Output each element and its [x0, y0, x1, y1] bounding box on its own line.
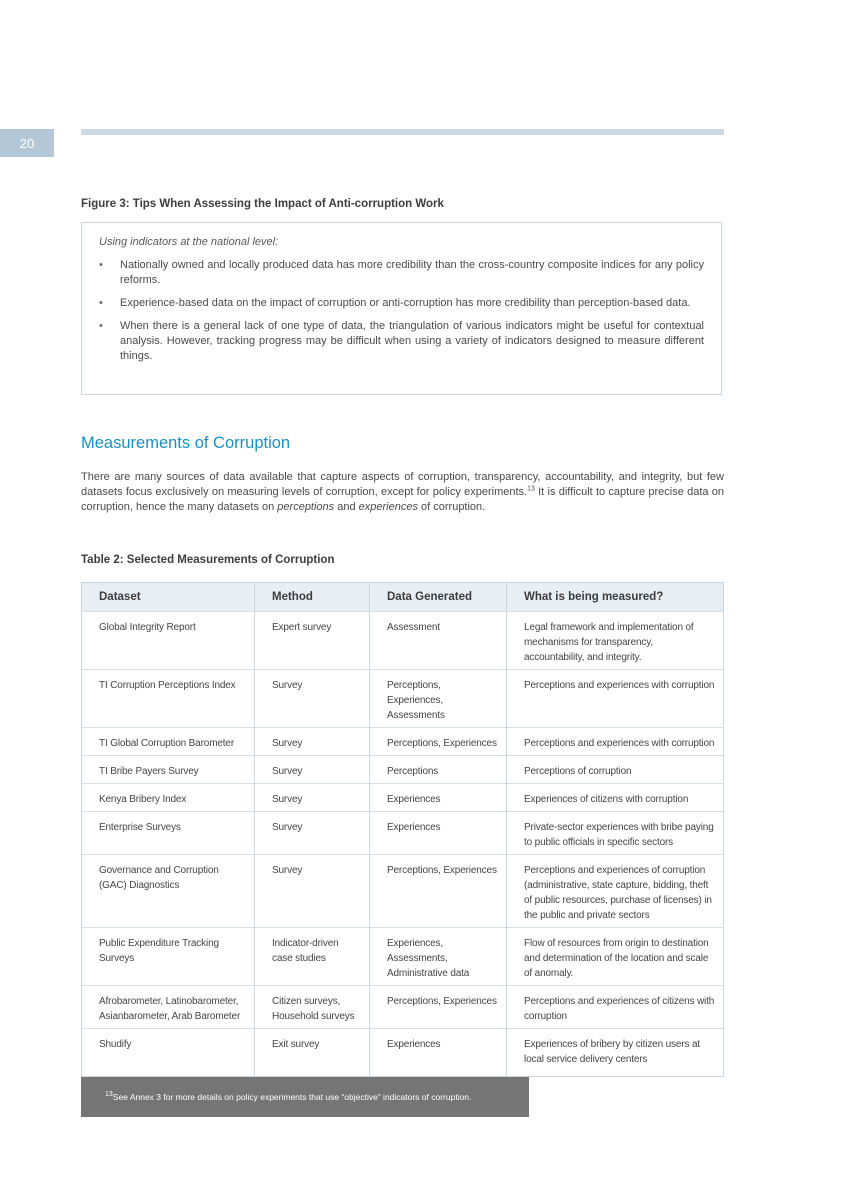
measurements-table	[81, 582, 724, 1077]
footnote-box	[81, 1077, 529, 1117]
cell-data-generated: Perceptions	[370, 756, 507, 784]
table-row	[82, 812, 724, 855]
footnote-number: 13	[105, 1091, 113, 1099]
cell-what-measured: Private-sector experiences with bribe paying to public officials in specific sectors	[507, 812, 724, 855]
cell-data-generated: Experiences, Assessments, Administrative data	[370, 928, 507, 986]
footnote-ref: 13	[527, 485, 535, 493]
tip-item: • Experience-based data on the impact of corruption or anti-corruption has more credibility than perception-based data.	[99, 296, 704, 311]
cell-dataset: Afrobarometer, Latinobarometer, Asianbarometer, Arab Barometer	[82, 986, 255, 1029]
measurements-table-wrap	[81, 582, 723, 1077]
cell-data-generated: Perceptions, Experiences, Assessments	[370, 670, 507, 728]
table-row	[82, 855, 724, 928]
cell-data-generated: Assessment	[370, 612, 507, 670]
column-header-data-generated: Data Generated	[370, 583, 507, 612]
table-header-row	[82, 583, 724, 612]
tip-item: • Nationally owned and locally produced data has more credibility than the cross-country composite indices for any policy reforms.	[99, 258, 704, 288]
body-paragraph	[81, 470, 724, 515]
cell-method: Survey	[255, 756, 370, 784]
cell-data-generated: Experiences	[370, 812, 507, 855]
cell-method: Citizen surveys, Household surveys	[255, 986, 370, 1029]
cell-data-generated: Perceptions, Experiences	[370, 986, 507, 1029]
tips-box	[81, 222, 722, 395]
para-emphasis: experiences	[358, 501, 418, 513]
cell-what-measured: Perceptions of corruption	[507, 756, 724, 784]
table-row	[82, 928, 724, 986]
table-row	[82, 612, 724, 670]
table-row	[82, 1029, 724, 1077]
cell-dataset: Global Integrity Report	[82, 612, 255, 670]
column-header-method: Method	[255, 583, 370, 612]
column-header-what-measured: What is being measured?	[507, 583, 724, 612]
cell-dataset: Governance and Corruption (GAC) Diagnostics	[82, 855, 255, 928]
header-rule	[81, 129, 724, 135]
figure-title: Figure 3: Tips When Assessing the Impact of Anti-corruption Work	[81, 198, 444, 210]
cell-what-measured: Perceptions and experiences with corruption	[507, 670, 724, 728]
cell-method: Survey	[255, 670, 370, 728]
table-row	[82, 756, 724, 784]
cell-dataset: TI Global Corruption Barometer	[82, 728, 255, 756]
table-row	[82, 728, 724, 756]
cell-what-measured: Experiences of bribery by citizen users at local service delivery centers	[507, 1029, 724, 1077]
table-title: Table 2: Selected Measurements of Corruption	[81, 554, 335, 566]
cell-method: Expert survey	[255, 612, 370, 670]
tip-item: • When there is a general lack of one type of data, the triangulation of various indicators might be useful for contextual analysis. However, tracking progress may be difficult when using a variety of indicators designed to measure different things.	[99, 319, 704, 364]
para-text: of corruption.	[417, 501, 486, 513]
table-row	[82, 670, 724, 728]
cell-data-generated: Perceptions, Experiences	[370, 855, 507, 928]
cell-data-generated: Experiences	[370, 1029, 507, 1077]
cell-what-measured: Perceptions and experiences of corruption (administrative, state capture, bidding, theft of public resources, purchase of licenses) in the public and private sectors	[507, 855, 724, 928]
cell-data-generated: Perceptions, Experiences	[370, 728, 507, 756]
cell-dataset: Kenya Bribery Index	[82, 784, 255, 812]
cell-dataset: TI Corruption Perceptions Index	[82, 670, 255, 728]
cell-dataset: Shudify	[82, 1029, 255, 1077]
cell-method: Survey	[255, 784, 370, 812]
tips-list	[99, 258, 704, 364]
table-row	[82, 784, 724, 812]
cell-dataset: TI Bribe Payers Survey	[82, 756, 255, 784]
cell-method: Survey	[255, 855, 370, 928]
table-row	[82, 986, 724, 1029]
cell-method: Survey	[255, 812, 370, 855]
column-header-dataset: Dataset	[82, 583, 255, 612]
para-text: There are many sources of data available that capture aspects of corruption, transparency, accountability, and integrity, but few datasets focus exclusively on measuring levels of corruption, except for policy experiments.	[81, 471, 724, 498]
cell-what-measured: Perceptions and experiences with corruption	[507, 728, 724, 756]
para-text: It is difficult to capture precise data on corruption, hence the many datasets on	[81, 486, 724, 513]
cell-what-measured: Experiences of citizens with corruption	[507, 784, 724, 812]
page-number: 20	[0, 129, 54, 157]
cell-method: Indicator-driven case studies	[255, 928, 370, 986]
cell-method: Survey	[255, 728, 370, 756]
footnote-body: See Annex 3 for more details on policy experiments that use “objective” indicators of corruption.	[112, 1092, 472, 1102]
cell-method: Exit survey	[255, 1029, 370, 1077]
cell-data-generated: Experiences	[370, 784, 507, 812]
cell-what-measured: Flow of resources from origin to destination and determination of the location and scale of anomaly.	[507, 928, 724, 986]
para-text: and	[334, 501, 359, 513]
para-emphasis: perceptions	[277, 501, 335, 513]
footnote-text	[105, 1092, 471, 1102]
cell-what-measured: Legal framework and implementation of mechanisms for transparency, accountability, and integrity.	[507, 612, 724, 670]
cell-dataset: Enterprise Surveys	[82, 812, 255, 855]
cell-what-measured: Perceptions and experiences of citizens with corruption	[507, 986, 724, 1029]
cell-dataset: Public Expenditure Tracking Surveys	[82, 928, 255, 986]
section-heading: Measurements of Corruption	[81, 434, 291, 452]
tips-intro: Using indicators at the national level:	[99, 236, 279, 248]
